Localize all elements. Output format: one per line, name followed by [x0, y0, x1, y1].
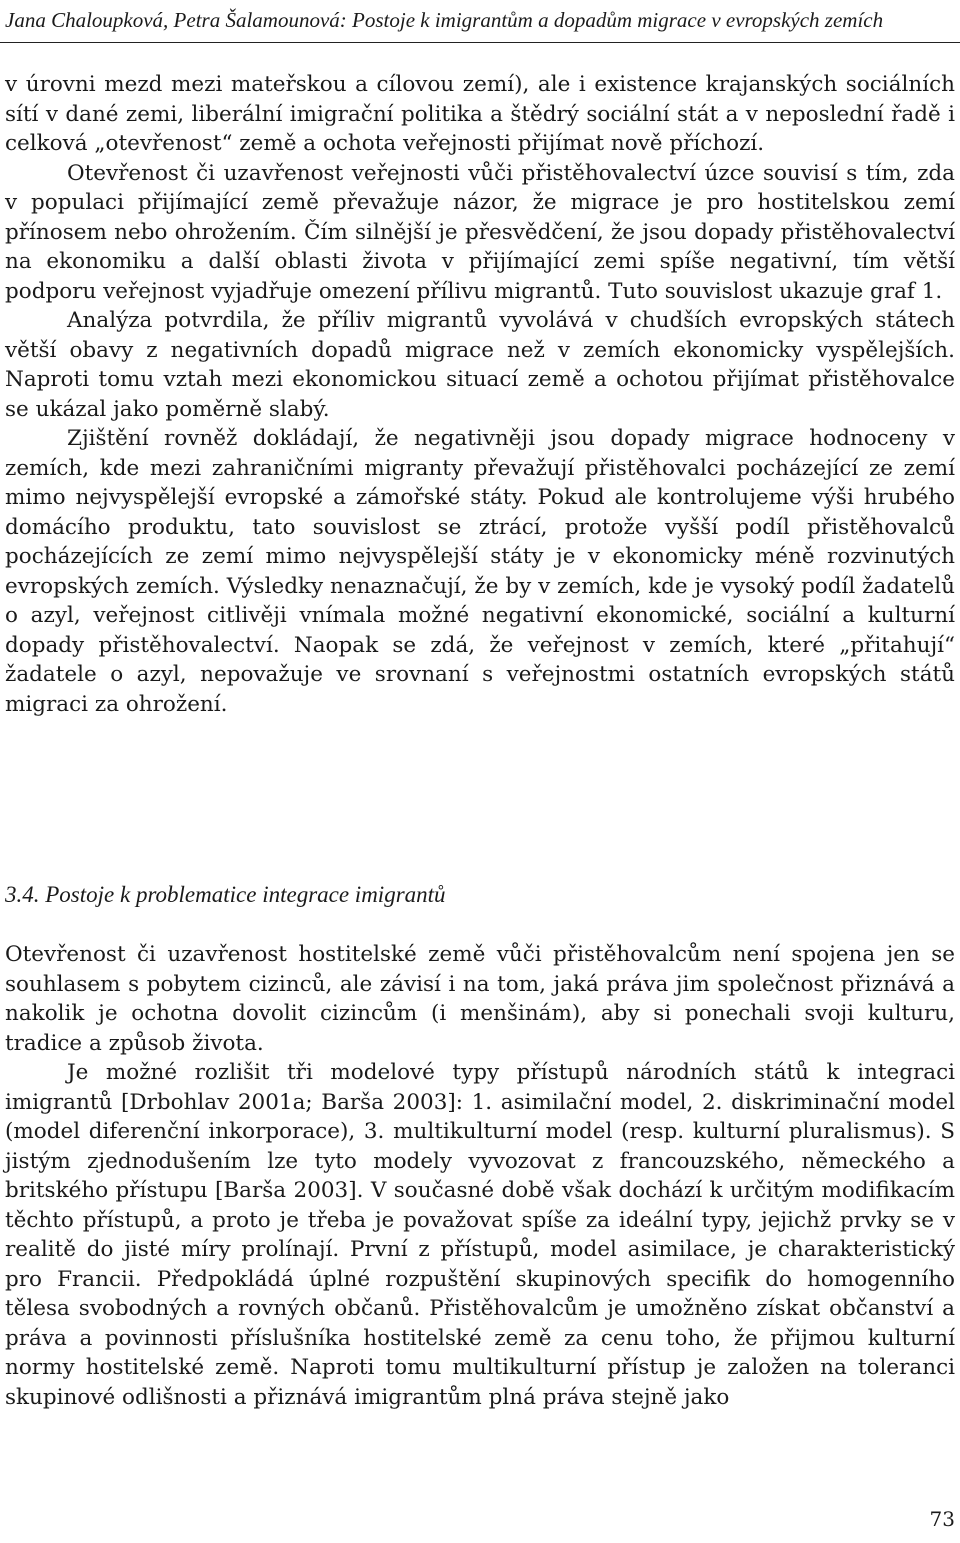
paragraph-continuation: v úrovni mezd mezi mateřskou a cílovou zemí), ale i existence krajanských sociálních sítí v dané zemi, liberální imigrační politika a štědrý sociální stát a v neposlední řadě i celková „otevřenost“ země a ochota veřejnosti přijímat nově příchozí. — [5, 72, 955, 156]
paragraph: Je možné rozlišit tři modelové typy přístupů národních států k integraci imigrantů [Drbohlav 2001a; Barša 2003]: 1. asimilační model, 2. diskriminační model (model diferenční inkorporace), 3. multikulturní model (resp. kulturní pluralismus). S jistým zjednodušením lze tyto modely vyvozovat z francouzského, německého a britského přístupu [Barša 2003]. V současné době však dochází k určitým modifikacím těchto přístupů, a proto je třeba je považovat spíše za ideální typy, jejichž prvky se v realitě do jisté míry prolínají. První z přístupů, model asimilace, je charakteristický pro Francii. Předpokládá úplné rozpuštění skupinových specifik do homogenního tělesa svobodných a rovných občanů. Přistěhovalcům je umožněno získat občanství a práva a povinnosti příslušníka hostitelské země za cenu toho, že přijmou kulturní normy hostitelské země. Naproti tomu multikulturní přístup je založen na toleranci skupinové odlišnosti a přiznává imigrantům plná práva stejně jako — [5, 1060, 955, 1410]
paragraph: Otevřenost či uzavřenost hostitelské země vůči přistěhovalcům není spojena jen se souhlasem s pobytem cizinců, ale závisí i na tom, jaká práva jim společnost přiznává a nakolik je ochotna dovolit cizincům (i menšinám), aby si ponechali svoji kulturu, tradice a způsob života. — [5, 942, 955, 1056]
paragraph: Zjištění rovněž dokládají, že negativněji jsou dopady migrace hodnoceny v zemích, kde mezi zahraničními migranty převažují přistěhovalci pocházející ze zemí mimo nejvyspělejší evropské a zámořské státy. Pokud ale kontrolujeme výši hrubého domácího produktu, tato souvislost se ztrácí, protože vyšší podíl přistěhovalců pocházejících ze zemí mimo nejvyspělejší státy je v ekonomicky méně rozvinutých evropských zemích. Výsledky nenaznačují, že by v zemích, kde je vysoký podíl žadatelů o azyl, veřejnost citlivěji vnímala možné negativní ekonomické, sociální a kulturní dopady přistěhovalectví. Naopak se zdá, že veřejnost v zemích, které „přitahují“ žadatele o azyl, nepovažuje ve srovnaní s veřejnostmi ostatních evropských států migraci za ohrožení. — [5, 426, 955, 717]
body-text-bottom — [5, 940, 955, 1412]
header-rule — [0, 42, 960, 43]
page-number: 73 — [929, 1507, 955, 1531]
body-text-top — [5, 70, 955, 719]
paragraph: Analýza potvrdila, že příliv migrantů vyvolává v chudších evropských státech větší obavy z negativních dopadů migrace než v zemích ekonomicky vyspělejších. Naproti tomu vztah mezi ekonomickou situací země a ochotou přijímat přistěhovalce se ukázal jako poměrně slabý. — [5, 308, 955, 422]
section-heading: 3.4. Postoje k problematice integrace imigrantů — [5, 882, 446, 907]
running-head: Jana Chaloupková, Petra Šalamounová: Postoje k imigrantům a dopadům migrace v evropských zemích — [5, 8, 884, 32]
paragraph: Otevřenost či uzavřenost veřejnosti vůči přistěhovalectví úzce souvisí s tím, zda v populaci přijímající země převažuje názor, že migrace je pro hostitelskou zemí přínosem nebo ohrožením. Čím silnější je přesvědčení, že jsou dopady přistěhovalectví na ekonomiku a další oblasti života v přijímající zemi spíše negativní, tím větší podporu veřejnost vyjadřuje omezení přílivu migrantů. Tuto souvislost ukazuje graf 1. — [5, 160, 955, 304]
